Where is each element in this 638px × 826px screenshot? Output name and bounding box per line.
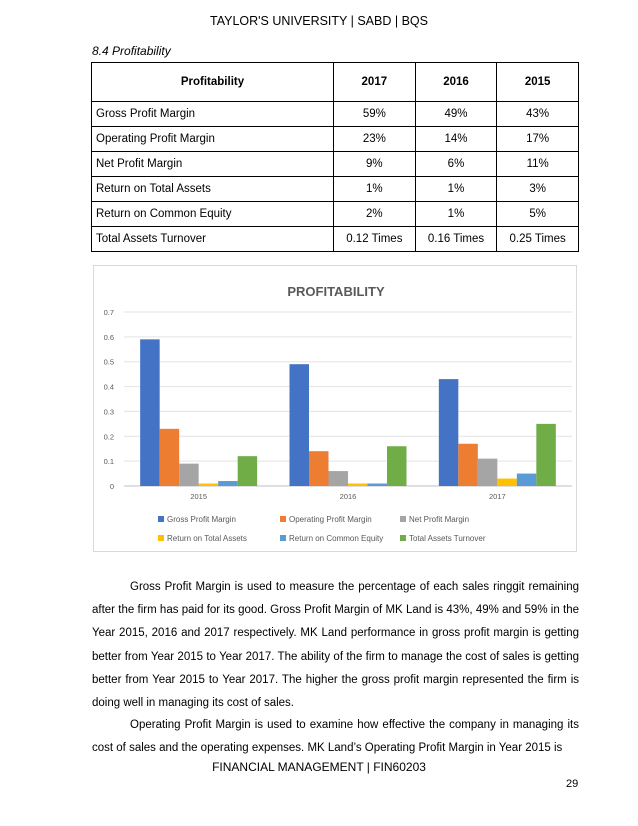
table-cell: 43% xyxy=(497,102,579,127)
table-cell: 6% xyxy=(415,152,497,177)
y-tick-label: 0.7 xyxy=(103,308,114,317)
x-tick-label: 2016 xyxy=(339,492,357,501)
bar xyxy=(199,484,219,486)
table-cell: 23% xyxy=(334,127,416,152)
table-cell: 17% xyxy=(497,127,579,152)
y-tick-label: 0.4 xyxy=(103,382,114,392)
bar xyxy=(348,484,368,486)
bar xyxy=(439,379,459,486)
chart-canvas xyxy=(94,266,578,553)
legend-label: Net Profit Margin xyxy=(409,515,470,524)
table-row xyxy=(92,177,579,202)
paragraph-text: Operating Profit Margin is used to examine how effective the company in managing its cost of sales and the operating expenses. MK Land’s Operating Profit Margin in Year 2015 is xyxy=(92,719,579,755)
y-tick-label: 0 xyxy=(109,482,114,491)
table-cell: 0.16 Times xyxy=(415,227,497,252)
bar xyxy=(458,444,478,486)
table-cell: 14% xyxy=(415,127,497,152)
page-header: TAYLOR'S UNIVERSITY | SABD | BQS xyxy=(210,14,428,28)
legend-swatch xyxy=(158,535,164,541)
legend-label: Return on Total Assets xyxy=(167,534,247,543)
table-cell: 11% xyxy=(497,152,579,177)
y-tick-label: 0.1 xyxy=(103,457,114,467)
y-tick-label: 0.2 xyxy=(103,432,114,442)
paragraph-gross-profit xyxy=(92,576,579,715)
table-cell: Return on Common Equity xyxy=(92,202,334,227)
bar xyxy=(140,339,160,486)
legend-label: Return on Common Equity xyxy=(289,534,384,543)
table-cell: Net Profit Margin xyxy=(92,152,334,177)
bar xyxy=(290,364,310,486)
bar xyxy=(478,459,498,486)
y-tick-label: 0.5 xyxy=(103,357,114,367)
table-cell: 3% xyxy=(497,177,579,202)
table-row xyxy=(92,152,579,177)
bar xyxy=(497,479,517,486)
profitability-chart xyxy=(93,265,577,552)
table-cell: 49% xyxy=(415,102,497,127)
table-cell: Total Assets Turnover xyxy=(92,227,334,252)
table-cell: Operating Profit Margin xyxy=(92,127,334,152)
legend-label: Total Assets Turnover xyxy=(409,534,486,543)
bar xyxy=(368,484,388,486)
legend-swatch xyxy=(280,516,286,522)
table-cell: 5% xyxy=(497,202,579,227)
table-header-cell: Profitability xyxy=(92,63,334,102)
bar xyxy=(387,446,407,486)
table-row xyxy=(92,102,579,127)
bar xyxy=(238,456,258,486)
bar xyxy=(179,464,199,486)
paragraph-operating-profit xyxy=(92,714,579,760)
y-tick-label: 0.6 xyxy=(103,332,114,342)
paragraph-text: Gross Profit Margin is used to measure the percentage of each sales ringgit remaining after the firm has paid for its good. Gross Profit Margin of MK Land is 43%, 49% and 59% in the Year 2015, 2016 and 2017 respectively. MK Land performance in gross profit margin is getting better from Year 2015 to Year 2017. The ability of the firm to manage the cost of sales is getting better from Year 2015 to Year 2017. The higher the gross profit margin represented the firm is doing well in managing its cost of sales. xyxy=(92,581,579,710)
legend-label: Operating Profit Margin xyxy=(289,515,372,524)
table-cell: Return on Total Assets xyxy=(92,177,334,202)
x-tick-label: 2015 xyxy=(190,492,208,501)
table-row xyxy=(92,127,579,152)
table-cell: 59% xyxy=(334,102,416,127)
legend-swatch xyxy=(280,535,286,541)
bar xyxy=(218,481,238,486)
page-footer: FINANCIAL MANAGEMENT | FIN60203 xyxy=(212,760,426,774)
legend-swatch xyxy=(400,535,406,541)
table-row xyxy=(92,202,579,227)
legend-label: Gross Profit Margin xyxy=(167,515,236,524)
bar xyxy=(536,424,556,486)
page-number: 29 xyxy=(566,778,579,790)
table-header-cell: 2016 xyxy=(415,63,497,102)
section-title: 8.4 Profitability xyxy=(92,44,171,58)
table-cell: Gross Profit Margin xyxy=(92,102,334,127)
table-cell: 1% xyxy=(415,177,497,202)
table-cell: 9% xyxy=(334,152,416,177)
y-tick-label: 0.3 xyxy=(103,407,114,417)
table-header-row xyxy=(92,63,579,102)
legend-swatch xyxy=(158,516,164,522)
table-cell: 2% xyxy=(334,202,416,227)
profitability-table xyxy=(91,62,579,252)
table-cell: 0.25 Times xyxy=(497,227,579,252)
table-header-cell: 2015 xyxy=(497,63,579,102)
table-row xyxy=(92,227,579,252)
table-header-cell: 2017 xyxy=(334,63,416,102)
bar xyxy=(309,451,329,486)
table-cell: 1% xyxy=(334,177,416,202)
bar xyxy=(160,429,180,486)
bar xyxy=(329,471,349,486)
x-tick-label: 2017 xyxy=(488,492,506,501)
table-cell: 1% xyxy=(415,202,497,227)
chart-title: PROFITABILITY xyxy=(287,284,385,299)
table-cell: 0.12 Times xyxy=(334,227,416,252)
legend-swatch xyxy=(400,516,406,522)
bar xyxy=(517,474,537,486)
